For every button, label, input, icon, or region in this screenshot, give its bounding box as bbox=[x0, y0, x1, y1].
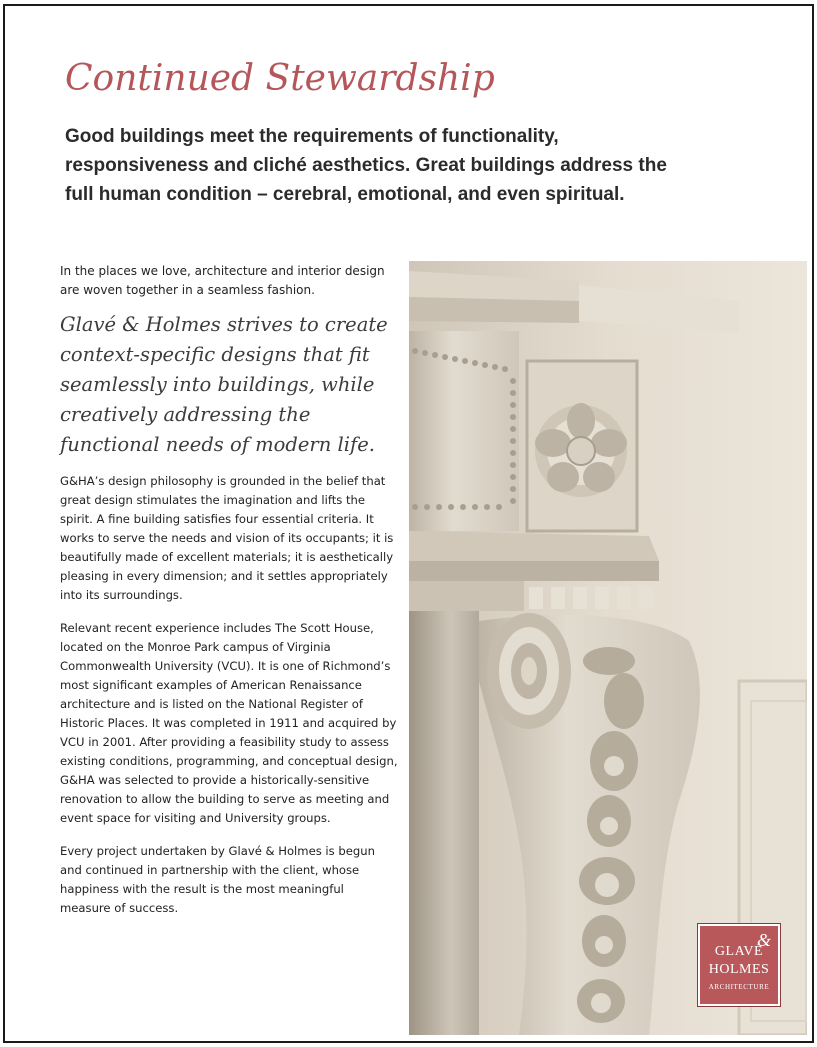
body-paragraph: Relevant recent experience includes The Scott House, located on the Monroe Park campus of Virginia Commonwealth University (VCU). It is one of Richmond’s most significant examples of American Renaissance architecture and is listed on the National Register of Historic Places. It was completed in 1911 and acquired by VCU in 2001. After providing a feasibility study to assess existing conditions, programming, and conceptual design, G&HA was selected to provide a historically-sensitive renovation to allow the building to serve as meeting and event space for visiting and University groups. bbox=[60, 621, 398, 825]
logo-line-3: ARCHITECTURE bbox=[708, 983, 770, 991]
page-title: Continued Stewardship bbox=[65, 58, 495, 99]
body-paragraph: G&HA’s design philosophy is grounded in the belief that great design stimulates the imagination and lifts the spirit. A fine building satisfies four essential criteria. It works to serve the needs and vision of its occupants; it is beautifully made of excellent materials; it is aesthetically pleasing in every dimension; and it settles appropriately into its surroundings. bbox=[60, 474, 394, 602]
mantel-photo bbox=[409, 261, 807, 1035]
intro-paragraph: In the places we love, architecture and interior design are woven together in a seamless fashion. bbox=[60, 264, 385, 297]
pull-quote: Glavé & Holmes strives to create context-specific designs that fit seamlessly into buildings, while creatively addressing the functional needs of modern life. bbox=[60, 313, 388, 456]
lead-line: responsiveness and cliché aesthetics. Great buildings address the bbox=[65, 155, 667, 176]
lead-line: Good buildings meet the requirements of functionality, bbox=[65, 126, 559, 147]
logo-line-2: HOLMES bbox=[708, 962, 770, 977]
body-paragraph: Every project undertaken by Glavé & Holmes is begun and continued in partnership with the client, whose happiness with the result is the most meaningful measure of success. bbox=[60, 844, 375, 915]
logo-ampersand: & bbox=[756, 930, 771, 950]
lead-line: full human condition – cerebral, emotional, and even spiritual. bbox=[65, 184, 625, 205]
company-logo bbox=[698, 924, 780, 1006]
lead-statement bbox=[65, 122, 705, 209]
mantel-illustration bbox=[409, 261, 807, 1035]
logo-line-1: GLAVÉ bbox=[714, 944, 764, 959]
text-column bbox=[60, 262, 398, 918]
